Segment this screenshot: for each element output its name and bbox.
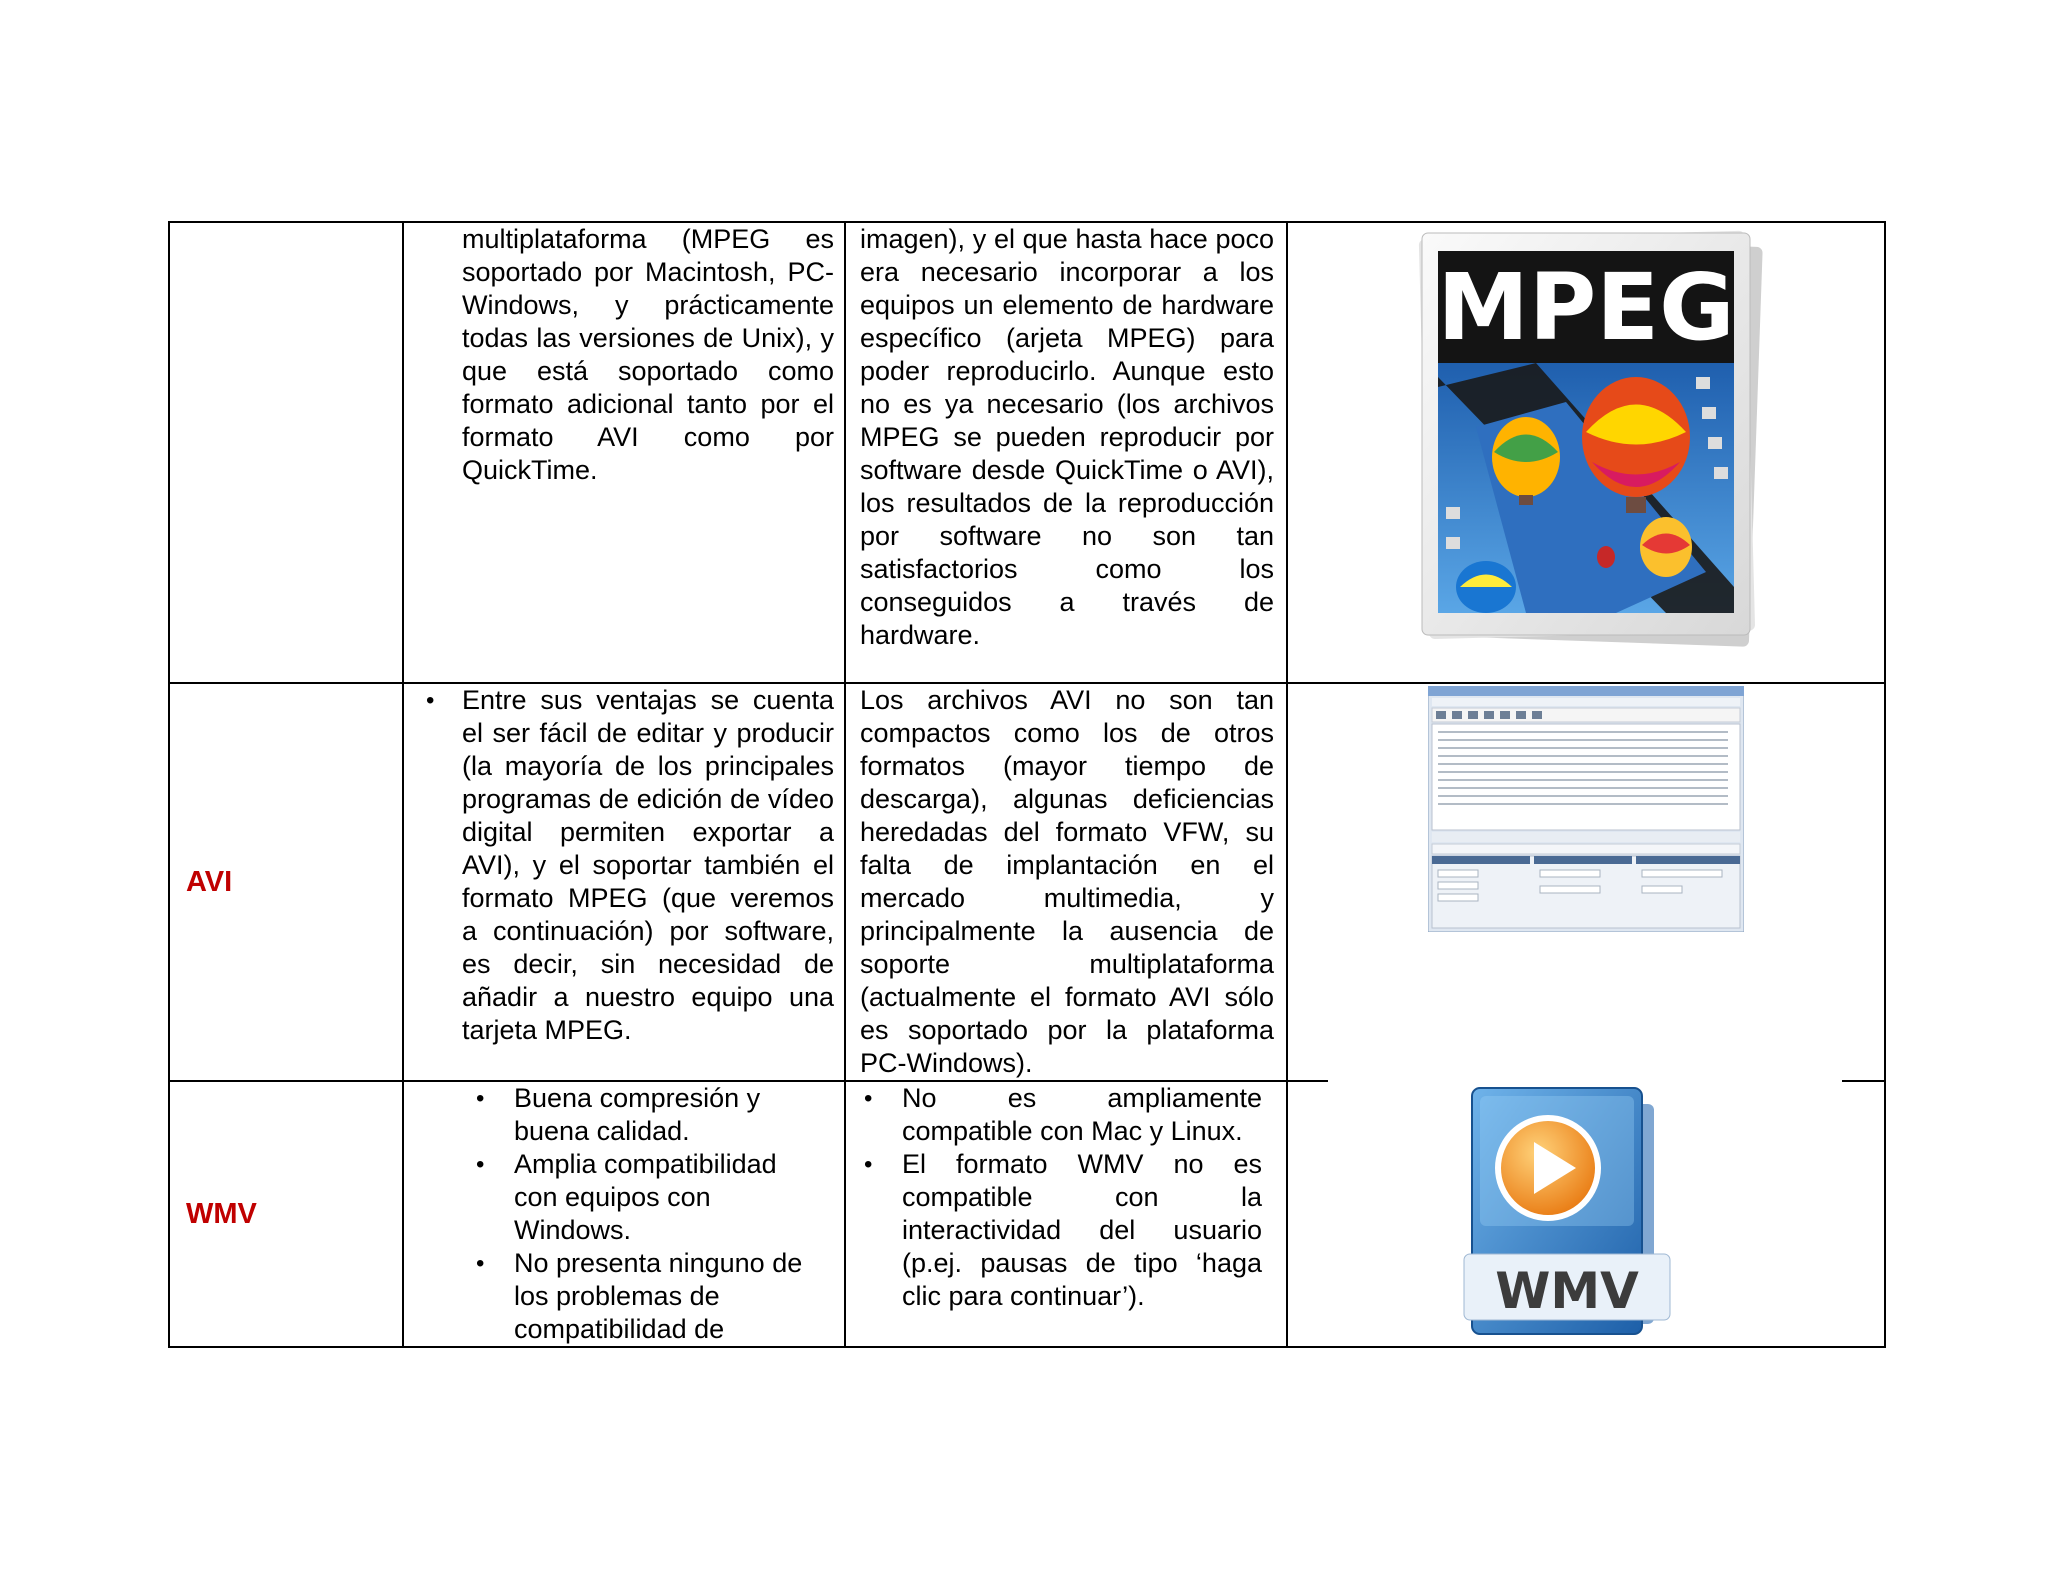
- list-item: • No es ampliamente compatible con Mac y Linux.: [846, 1082, 1274, 1148]
- wmv-file-icon: [1458, 1084, 1678, 1340]
- disadvantages-list: [846, 1082, 1274, 1313]
- advantages-list: [404, 684, 834, 1047]
- advantages-cell: [403, 683, 845, 1081]
- list-item: • Entre sus ventajas se cuenta el ser fácil de editar y producir (la mayoría de los principales programas de edición de vídeo digital permiten exportar a AVI), y el soportar también el formato MPEG (que veremos a continuación) por software, es decir, sin necesidad de añadir a nuestro equipo una tarjeta MPEG.: [404, 684, 834, 1047]
- advantages-text: multiplataforma (MPEG es soportado por Macintosh, PC-Windows, y prácticamente todas las versiones de Unix), y que está soportado como formato adicional tanto por el formato AVI como por QuickTime.: [462, 224, 834, 485]
- advantages-list: [404, 1082, 834, 1346]
- disadvantages-cell: [845, 1081, 1287, 1347]
- format-name-avi: AVI: [169, 683, 403, 1081]
- image-cell: [1287, 683, 1885, 1081]
- image-cell: [1287, 222, 1885, 683]
- border-gap: [1328, 1080, 1842, 1082]
- table-row-avi: [169, 683, 1885, 1081]
- wmv-logo-text: WMV: [1495, 1262, 1639, 1320]
- list-item: • El formato WMV no es compatible con la interactividad del usuario (p.ej. pausas de tipo ‘haga clic para continuar’).: [846, 1148, 1274, 1313]
- disadvantages-text: Los archivos AVI no son tan compactos como los de otros formatos (mayor tiempo de descarga), algunas deficiencias heredadas del formato VFW, su falta de implantación en el mercado multimedia, y principalmente la ausencia de soporte multiplataforma (actualmente el formato AVI sólo es soportado por la plataforma PC-Windows).: [860, 685, 1274, 1078]
- avi-converter-screenshot: [1428, 686, 1744, 932]
- format-name-cell: [169, 222, 403, 683]
- video-formats-table: [168, 221, 1886, 1348]
- list-item: • Buena compresión y buena calidad.: [404, 1082, 834, 1148]
- disadvantages-text: imagen), y el que hasta hace poco era necesario incorporar a los equipos un elemento de hardware específico (arjeta MPEG) para poder reproducirlo. Aunque esto no es ya necesario (los archivos MPEG se pueden reproducir por software desde QuickTime o AVI), los resultados de la reproducción por software no son tan satisfactorios como los conseguidos a través de hardware.: [860, 224, 1274, 650]
- mpeg-logo-text: MPEG: [1437, 254, 1735, 361]
- list-item: • Amplia compatibilidad con equipos con Windows.: [404, 1148, 834, 1247]
- format-name-wmv: WMV: [169, 1081, 403, 1347]
- table-row-mpeg: [169, 222, 1885, 683]
- image-cell: [1287, 1081, 1885, 1347]
- mpeg-file-icon: [1416, 227, 1764, 647]
- advantages-cell: [403, 222, 845, 683]
- disadvantages-cell: [845, 683, 1287, 1081]
- list-item: • No presenta ninguno de los problemas de compatibilidad de: [404, 1247, 834, 1346]
- advantages-cell: [403, 1081, 845, 1347]
- disadvantages-cell: [845, 222, 1287, 683]
- table-row-wmv: [169, 1081, 1885, 1347]
